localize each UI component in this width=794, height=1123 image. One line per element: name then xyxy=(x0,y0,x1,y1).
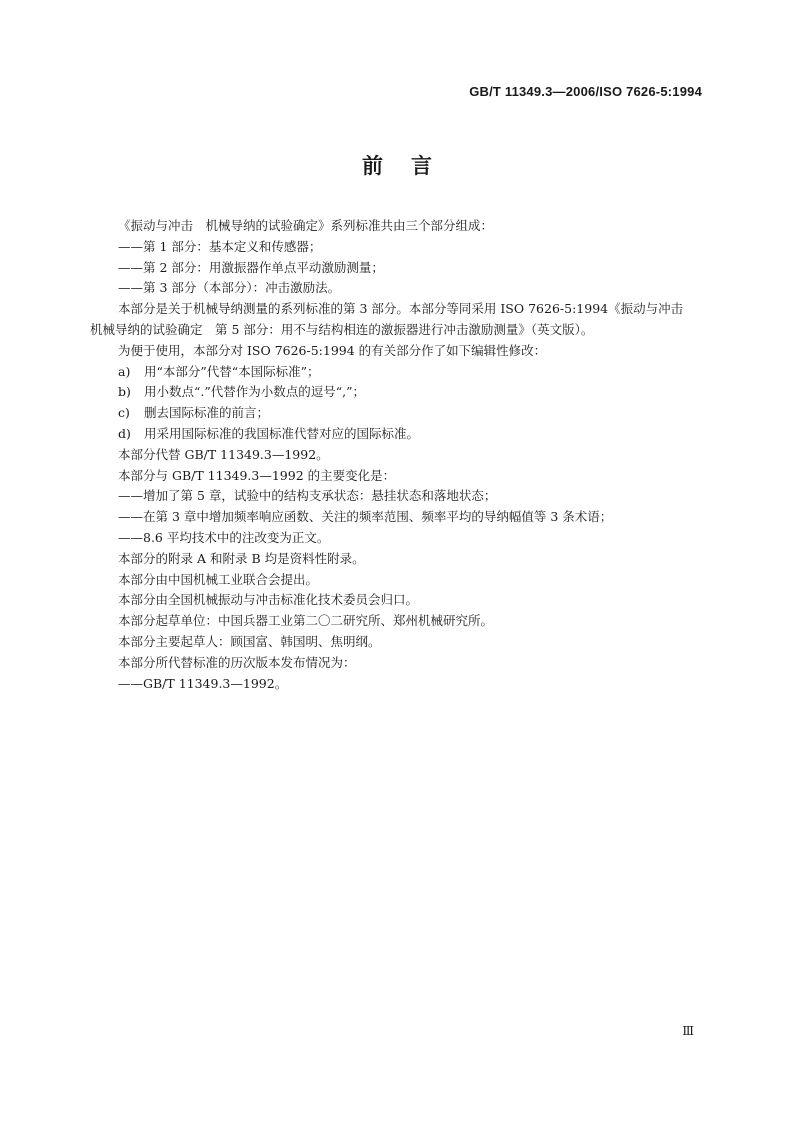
replaces-paragraph: 本部分代替 GB/T 11349.3—1992。 xyxy=(118,446,329,462)
drafting-units-paragraph: 本部分起草单位：中国兵器工业第二〇二研究所、郑州机械研究所。 xyxy=(118,613,494,629)
centralized-paragraph: 本部分由全国机械振动与冲击标准化技术委员会归口。 xyxy=(118,592,419,608)
changes-intro-paragraph: 本部分与 GB/T 11349.3—1992 的主要变化是： xyxy=(118,467,396,483)
edit-list-item xyxy=(90,424,702,445)
annex-paragraph: 本部分的附录 A 和附录 B 均是资料性附录。 xyxy=(118,550,365,566)
title-char-1: 前 xyxy=(362,154,383,178)
about-paragraph: 本部分是关于机械导纳测量的系列标准的第 3 部分。本部分等同采用 ISO 7626-5:1994《振动与冲击 机械导纳的试验确定 第 5 部分：用不与结构相连的激振器进行冲击激励测量》（英文版）。 xyxy=(90,301,696,337)
foreword-body xyxy=(90,216,702,694)
edit-list-item xyxy=(90,403,702,424)
edit-list-item xyxy=(90,362,702,383)
edit-label: a) xyxy=(118,363,131,379)
drafters-paragraph: 本部分主要起草人：顾国富、韩国明、焦明纲。 xyxy=(118,633,381,649)
edit-label: c) xyxy=(118,405,130,421)
edit-text: 用“本部分”代替“本国际标准”； xyxy=(144,363,320,379)
part-list-item: ——第 1 部分：基本定义和传感器； xyxy=(118,238,322,254)
history-intro-paragraph: 本部分所代替标准的历次版本发布情况为： xyxy=(118,654,356,670)
page-number: Ⅲ xyxy=(682,1024,694,1038)
history-list-item: ——GB/T 11349.3—1992。 xyxy=(118,675,288,691)
proposed-paragraph: 本部分由中国机械工业联合会提出。 xyxy=(118,571,319,587)
page-title xyxy=(0,150,794,180)
change-list-item: ——增加了第 5 章，试验中的结构支承状态：悬挂状态和落地状态； xyxy=(118,488,497,504)
edit-intro-paragraph: 为便于使用，本部分对 ISO 7626-5:1994 的有关部分作了如下编辑性修改： xyxy=(118,342,547,358)
edit-label: d) xyxy=(118,425,131,441)
part-list-item: ——第 2 部分：用激振器作单点平动激励测量； xyxy=(118,259,384,275)
title-char-2: 言 xyxy=(411,154,432,178)
edit-text: 删去国际标准的前言； xyxy=(144,405,270,421)
intro-paragraph: 《振动与冲击 机械导纳的试验确定》系列标准共由三个部分组成： xyxy=(118,218,494,233)
edit-label: b) xyxy=(118,384,131,400)
part-list-item: ——第 3 部分（本部分）：冲击激励法。 xyxy=(118,280,341,296)
edit-list-item xyxy=(90,382,702,403)
edit-text: 用采用国际标准的我国标准代替对应的国际标准。 xyxy=(144,425,420,441)
change-list-item: ——8.6 平均技术中的注改变为正文。 xyxy=(118,529,330,545)
standard-code: GB/T 11349.3—2006/ISO 7626-5:1994 xyxy=(469,84,702,99)
edit-text: 用小数点“.”代替作为小数点的逗号“,”； xyxy=(144,384,366,400)
change-list-item: ——在第 3 章中增加频率响应函数、关注的频率范围、频率平均的导纳幅值等 3 条术语； xyxy=(118,509,613,525)
